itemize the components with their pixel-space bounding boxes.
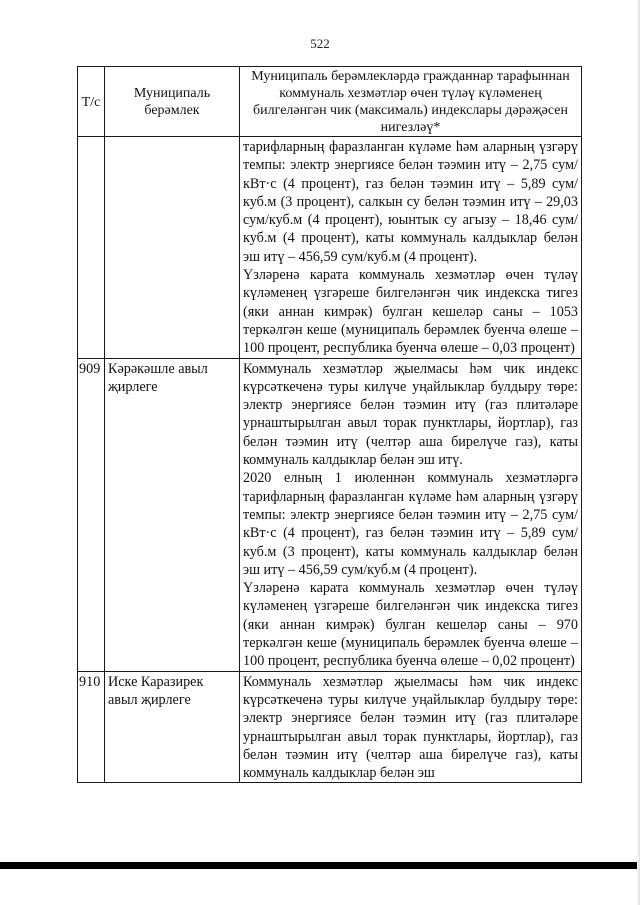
description-paragraph: Коммуналь хезмәтләр җыелмасы һәм чик индекс күрсәткеченә туры килүче уңайлыклар булдыру төре: электр энергиясе белән тәэмин итү (газ плитәләре урнаштырылган авыл торак пунктлары, йортлар), газ белән тәэмин итү (челтәр аша бирелүче газ), каты коммуналь калдыклар белән эш — [243, 673, 578, 782]
indices-table — [77, 66, 582, 783]
row-num — [78, 137, 105, 359]
description-paragraph: 2020 елның 1 июленнән коммуналь хезмәтләргә тарифларның фаразланган күләме һәм аларның үзгәрү темпы: электр энергиясе белән тәэмин итү – 2,75 сум/кВт·с (4 процент), газ белән тәэмин итү – 5,89 сум/куб.м (3 процент), каты коммуналь калдыклар белән эш итү – 456,59 сум/куб.м (4 процент). — [243, 470, 578, 578]
row-num: 910 — [78, 671, 105, 783]
row-description — [240, 358, 582, 671]
row-municipality: Кәрәкәшле авыл җирлеге — [105, 358, 240, 671]
row-municipality — [105, 137, 240, 359]
description-paragraph: Үзләренә карата коммуналь хезмәтләр өчен түләү күләменең үзгәреше билгеләнгән чик индекска тигез (яки аннан кимрәк) булган кешеләр саны – 970 теркәлгән кеше (муниципаль берәмлек буенча өлеше – 100 процент, республика буенча өлеше – 0,02 процент) — [243, 580, 578, 670]
table-row — [78, 137, 582, 359]
header-num: Т/с — [78, 67, 105, 137]
description-paragraph: Үзләренә карата коммуналь хезмәтләр өчен түләү күләменең үзгәреше билгеләнгән чик индекска тигез (яки аннан кимрәк) булган кешеләр саны – 1053 теркәлгән кеше (муниципаль берәмлек буенча өлеше – 100 процент, республика буенча өлеше – 0,03 процент) — [243, 267, 578, 357]
row-description — [240, 671, 582, 783]
description-paragraph: тарифларның фаразланган күләме һәм аларның үзгәрү темпы: электр энергиясе белән тәэмин итү – 2,75 сум/кВт·с (4 процент), газ белән тәэмин итү – 5,89 сум/куб.м (3 процент), салкын су белән тәэмин итү – 29,03 сум/куб.м (4 процент), юынтык су агызу – 18,46 сум/куб.м (4 процент), каты коммуналь калдыклар белән эш итү – 456,59 сум/куб.м (4 процент). — [243, 139, 578, 265]
table-row — [78, 671, 582, 783]
header-description: Муниципаль берәмлекләрдә гражданнар тарафыннан коммуналь хезмәтләр өчен түләү күләменең билгеләнгән чик (максималь) индекслары дәрәҗәсен нигезләү* — [240, 67, 582, 137]
description-paragraph: Коммуналь хезмәтләр җыелмасы һәм чик индекс күрсәткеченә туры килүче уңайлыклар булдыру төре: электр энергиясе белән тәэмин итү (газ плитәләре урнаштырылган авыл торак пунктлары, йортлар), газ белән тәэмин итү (челтәр аша бирелүче газ), каты коммуналь калдыклар белән эш итү. — [243, 360, 578, 469]
row-num: 909 — [78, 358, 105, 671]
header-municipality: Муниципаль берәмлек — [105, 67, 240, 137]
row-municipality: Иске Каразирек авыл җирлеге — [105, 671, 240, 783]
table-row — [78, 358, 582, 671]
page-number: 522 — [310, 36, 330, 51]
row-description — [240, 137, 582, 359]
table-header-row — [78, 67, 582, 137]
scan-bottom-edge — [0, 862, 640, 869]
